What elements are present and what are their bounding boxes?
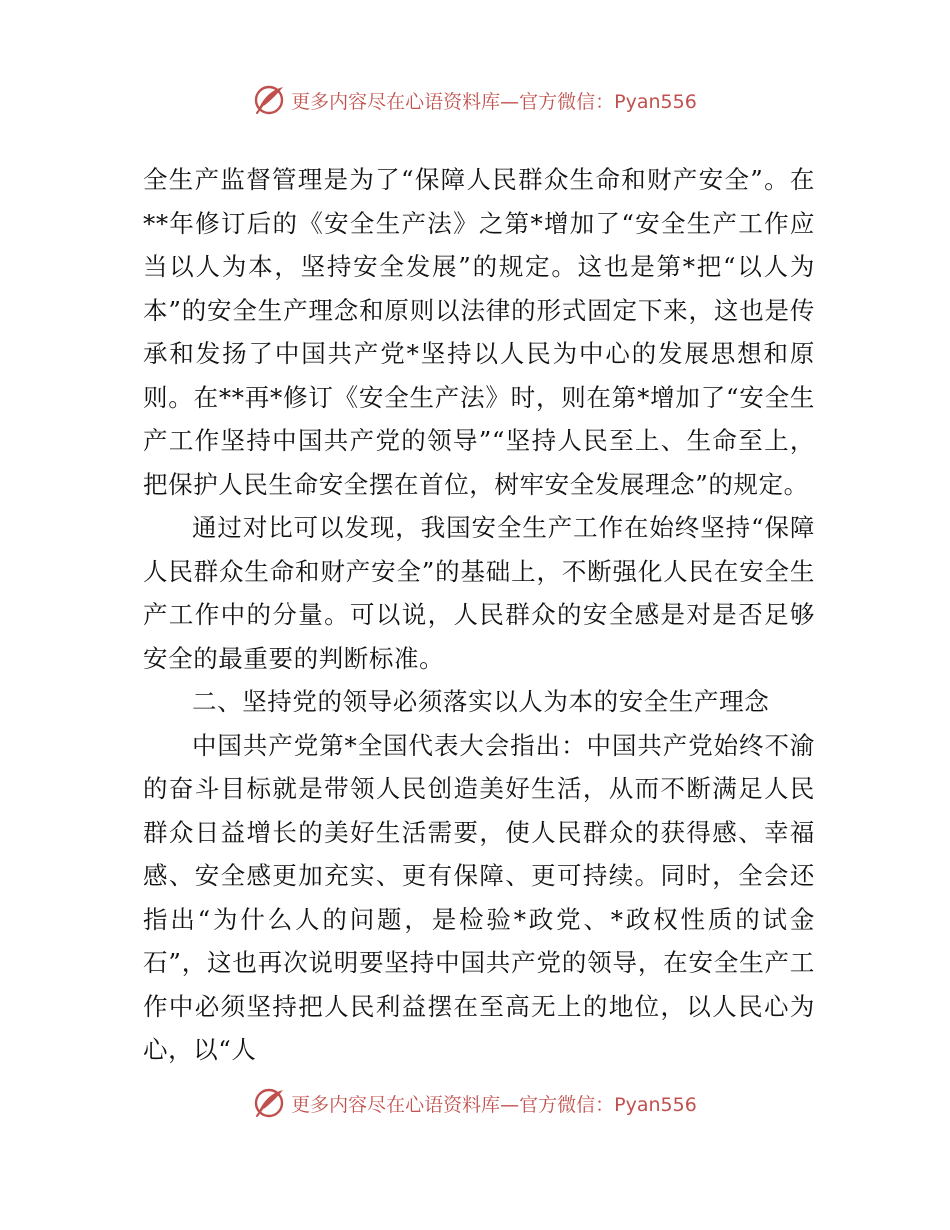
paragraph-3: 中国共产党第*全国代表大会指出：中国共产党始终不渝的奋斗目标就是带领人民创造美好生活，从而不断满足人民群众日益增长的美好生活需要，使人民群众的获得感、幸福感、安全感更加充实、更有保障、更可持续。同时，全会还指出“为什么人的问题，是检验*政党、*政权性质的试金石”，这也再次说明要坚持中国共产党的领导，在安全生产工作中必须坚持把人民利益摆在至高无上的地位，以人民心为心，以“人 [143,730,815,1064]
document-body [143,158,815,1072]
pen-logo-icon [253,83,287,117]
pen-logo-icon [253,1086,287,1120]
paragraph-2: 通过对比可以发现，我国安全生产工作在始终坚持“保障人民群众生命和财产安全”的基础上，不断强化人民在安全生产工作中的分量。可以说，人民群众的安全感是对是否足够安全的最重要的判断标准。 [143,513,815,673]
section-heading: 二、坚持党的领导必须落实以人为本的安全生产理念 [192,687,770,716]
header-banner [0,80,950,120]
paragraph-1: 全生产监督管理是为了“保障人民群众生命和财产安全”。在**年修订后的《安全生产法》之第*增加了“安全生产工作应当以人为本，坚持安全发展”的规定。这也是第*把“以人为本”的安全生产理念和原则以法律的形式固定下来，这也是传承和发扬了中国共产党*坚持以人民为中心的发展思想和原则。在**再*修订《安全生产法》时，则在第*增加了“安全生产工作坚持中国共产党的领导”“坚持人民至上、生命至上，把保护人民生命安全摆在首位，树牢安全发展理念”的规定。 [143,165,815,499]
header-banner-text: 更多内容尽在心语资料库—官方微信：Pyan556 [291,90,697,113]
footer-banner [0,1083,950,1123]
footer-banner-text: 更多内容尽在心语资料库—官方微信：Pyan556 [291,1093,697,1116]
